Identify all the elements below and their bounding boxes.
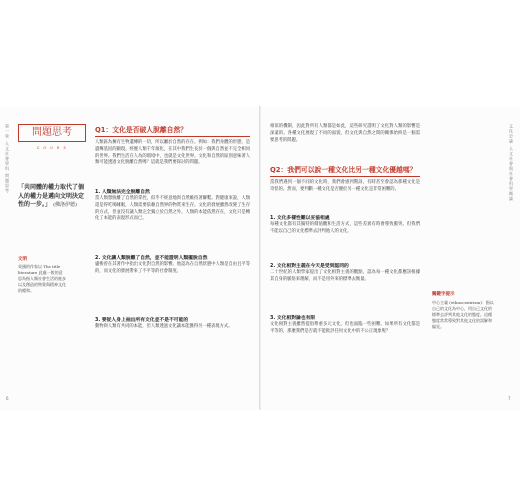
q1-sub3-heading: 3. 要從人身上抽出所有文化並不是不可能的	[95, 318, 189, 323]
q2-heading: Q2：我們可以說一種文化比另一種文化優越嗎？	[270, 166, 417, 174]
q2-sub1-heading: 1. 文化多樣性難以妥協相處	[270, 216, 330, 221]
section-box-subtitle: C O U R S	[36, 146, 68, 150]
q2-rule	[270, 176, 420, 177]
q1-rule	[95, 136, 250, 137]
pull-quote-source: (佛洛伊德)	[53, 202, 78, 208]
q1-sub1-text: 當人類想脫離了自然的掌控，似乎不經意地與自然維持著聯繫。對健康來說，人類還是得吃喝睡眠，人類需要依賴自然界的物質來生存。文化的發展雖然改變了生存的方式，但並沒有讓人類完全獨立於自然之外。人類的本能依然存在，文化只是轉化了本能的表現形式而已。	[95, 196, 250, 222]
left-page-number: 6	[6, 396, 9, 401]
right-intro-text: 相似的機制，因此對所有人類都是如此，這些研究證明了文化對人類的影響是深遠的。各種文化展現了不同的面貌，但文化與自然之間的關係始終是一個需要思考的問題。	[270, 124, 420, 143]
q1-intro: 人類區為擁有生物遺傳的一切，所以屬於自然的存在。例如：我們身體的形態，是遺傳基因的顯現。經歷人類千年演化，在其中我們生長於一個與自然並不完全相同的世界。我們生活在人為的環境中，也就是文化世界。文化和自然的區別意味著人類可能透過文化脫離自然嗎？這就是我們要探討的問題。	[95, 140, 250, 166]
pull-quote-text: 「共同體的權力取代了個人的權力是邁向文明決定性的一步。」	[18, 184, 85, 208]
q1-sub1-heading: 1. 人類無法完全脫離自然	[95, 190, 150, 195]
q2-sub2-heading: 2. 文化相對主義在今天是受到認同的	[270, 264, 349, 269]
book-gutter	[259, 106, 261, 410]
margin-note: 英國的作家以 The title literature 此處一般的意思為指人類社會生活的進步以及創造的物質與精神文化的總和。	[18, 264, 66, 293]
pull-quote	[18, 184, 86, 210]
keyword-label: 關鍵字提示	[432, 292, 455, 297]
q2-sub1-text: 每種文化都有其獨特的價值觀和生活方式，這些差異有時會導致衝突。但我們不能以自己的文化標準去評判他人的文化。	[270, 222, 420, 234]
keyword-note: 中心主義 (ethnocentrism)：指以自己的文化為中心，用自己文化的標準去評判其他文化的態度。這種態度常常導致對其他文化的誤解和偏見。	[432, 300, 494, 329]
left-running-head: 第一章 人文社會學科 問題思考	[5, 124, 10, 194]
q2-sub2-text: 二十世紀的人類學家提出了文化相對主義的觀點，認為每一種文化都應該根據其自身的脈絡來理解，而不是用外來的標準去衡量。	[270, 270, 420, 282]
q2-intro: 當我們遇到一個不同的文化時，我們會感到驚訝，有時甚至會認為那種文化是奇怪的。然而，要判斷一種文化是否優於另一種文化是非常困難的。	[270, 180, 420, 192]
q2-sub3-heading: 3. 文化相對論也有限	[270, 316, 316, 321]
q1-sub3-text: 動物與人類有共同的本能，但人類透過文化讓本能獲得另一種表現方式。	[95, 324, 233, 329]
margin-note-label: 文明	[18, 257, 27, 262]
q1-sub2-text: 盧梭曾在其著作中指出文化對自然的影響。他認為在自然狀態中人類是自由且平等的，而文化的發展帶來了不平等的社會制度。	[95, 262, 250, 274]
q1-sub2-heading: 2. 文化讓人類脫離了自然，並不能證明人類擺脫自然	[95, 256, 208, 261]
q2-sub3-text: 文化相對主義雖然提倡尊重多元文化，但也面臨一些困難。如果所有文化都是平等的，那麼我們是否就不能批評任何文化中的不公正現象呢？	[270, 322, 420, 334]
right-page-number: 7	[508, 396, 511, 401]
section-box-title: 問題思考	[18, 124, 86, 142]
book-spread	[0, 106, 520, 410]
right-running-head: 文化史論 人文社會與社會科學概論	[509, 124, 514, 202]
q1-heading: Q1：文化是否破人脫離自然？	[95, 126, 188, 134]
